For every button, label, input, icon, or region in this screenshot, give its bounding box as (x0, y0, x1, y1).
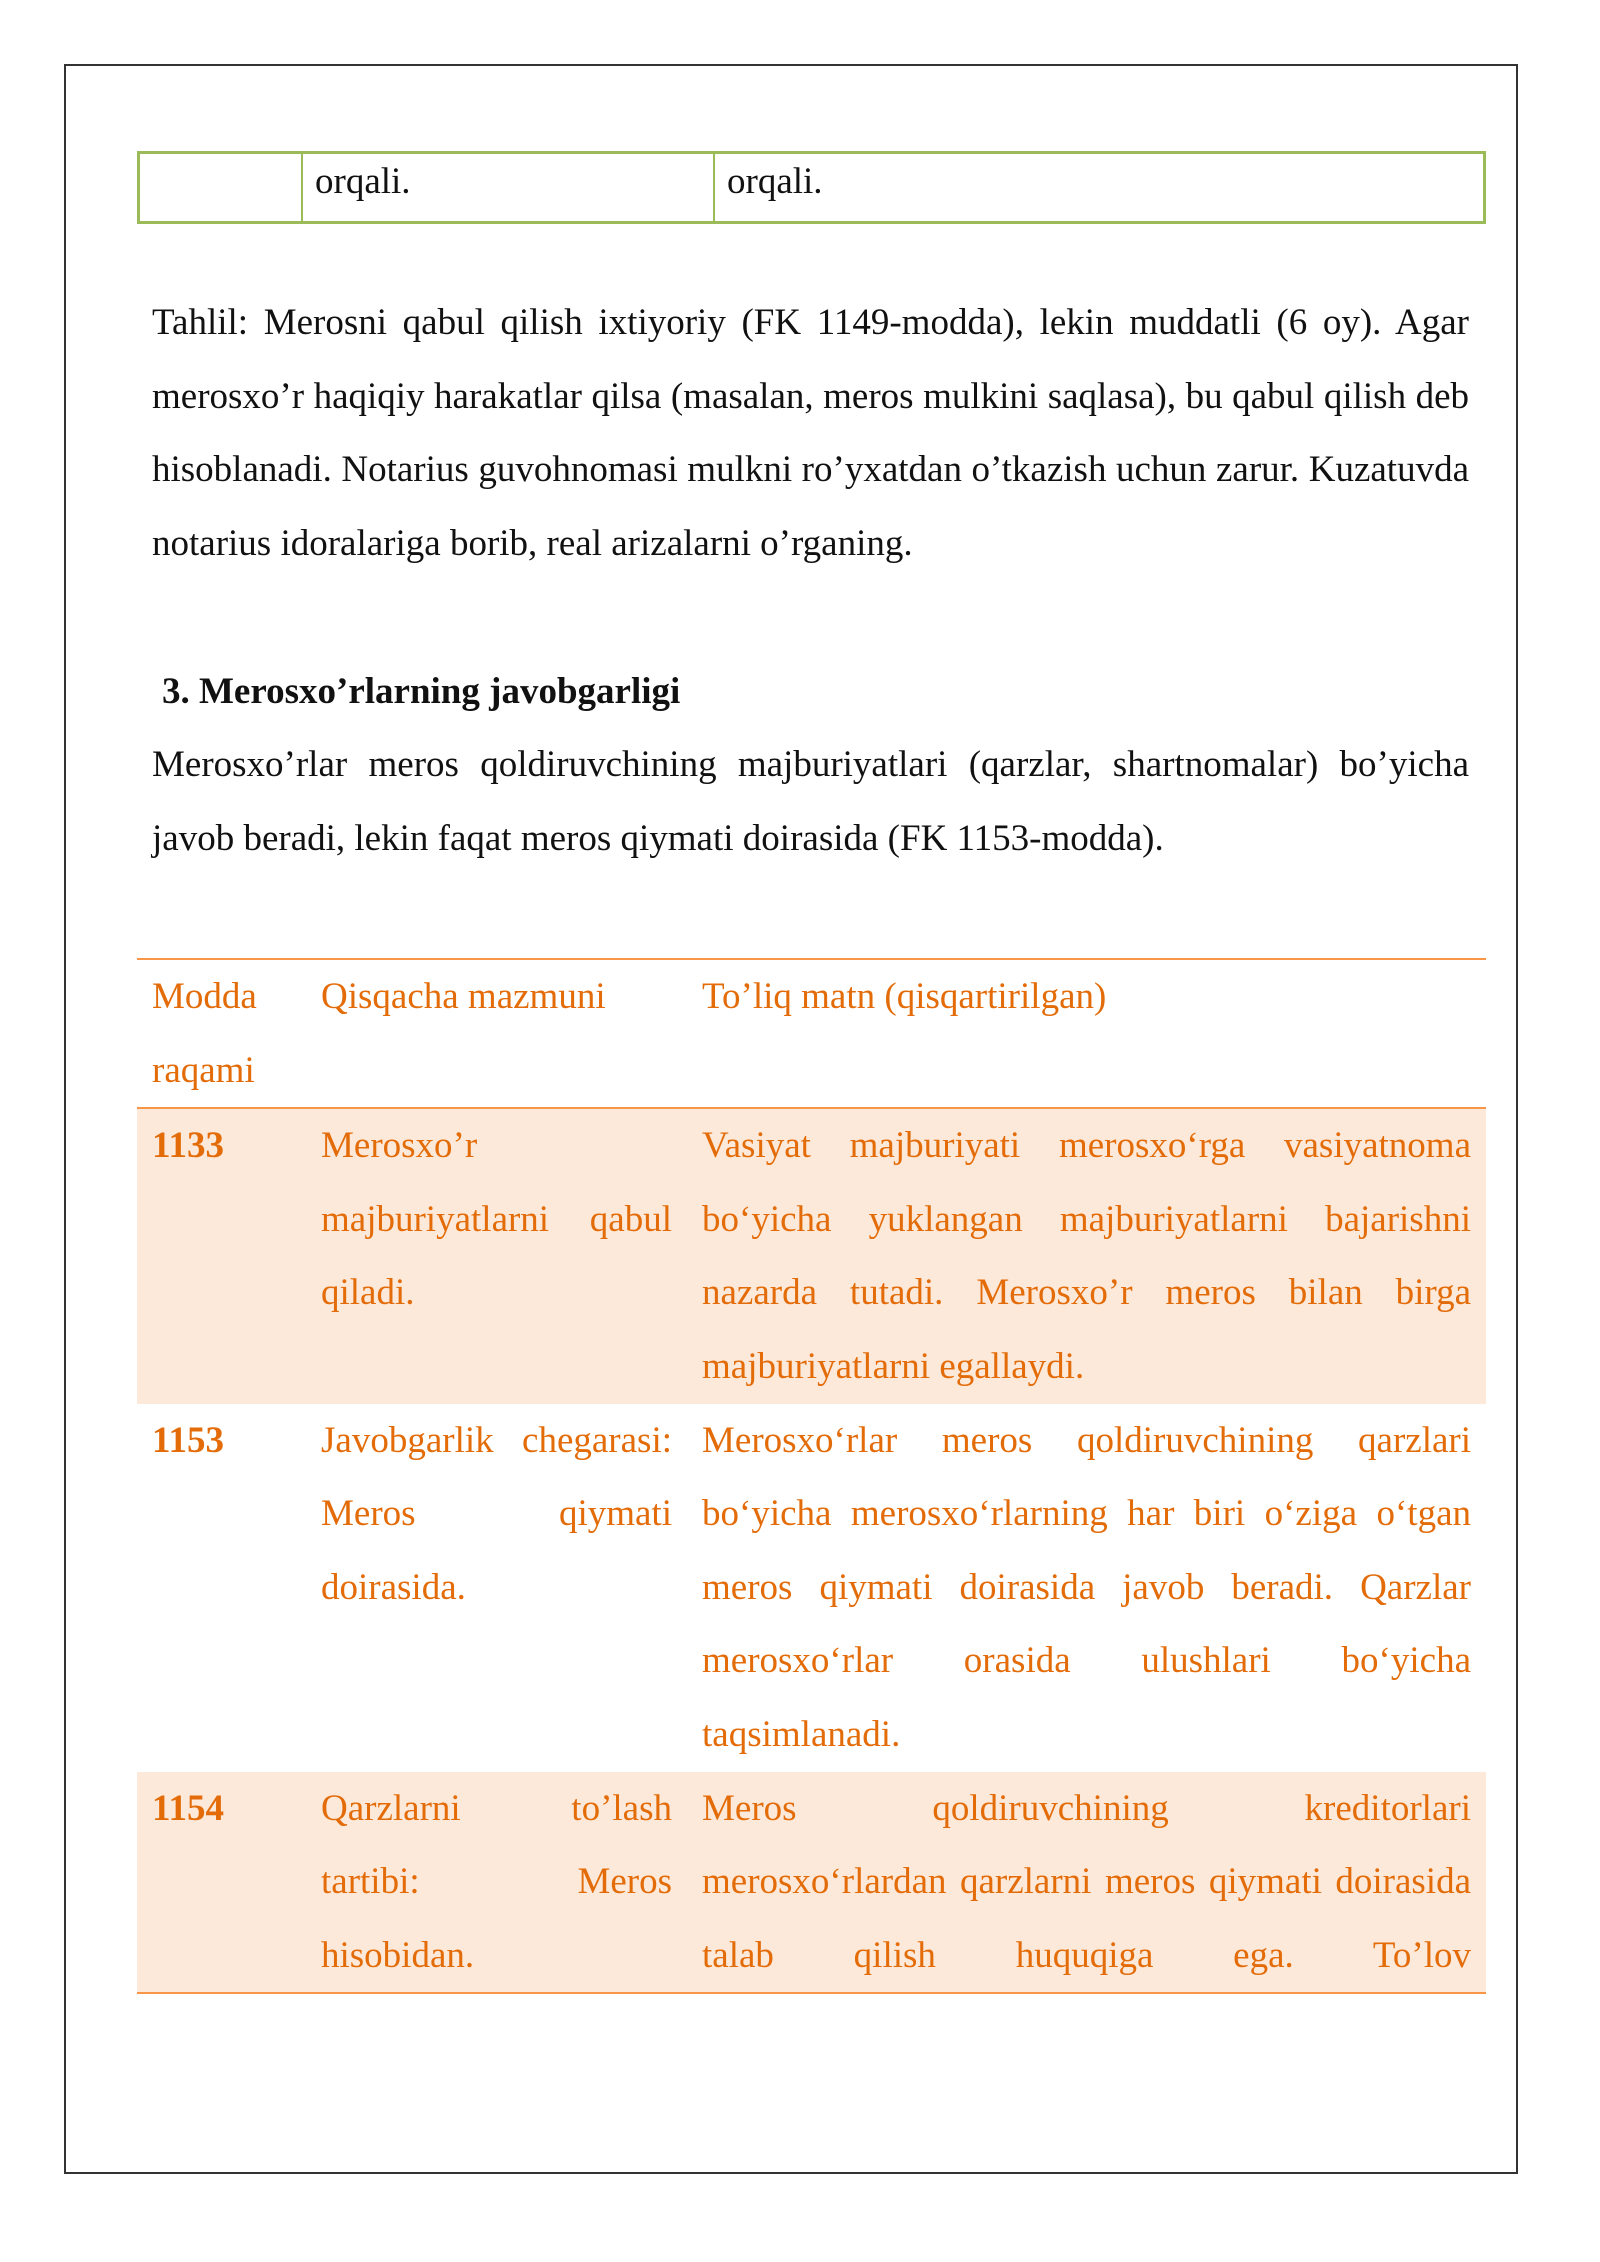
article-number: 1133 (137, 1108, 306, 1403)
header-cell-number: Modda raqami (137, 959, 306, 1108)
analysis-paragraph: Tahlil: Merosni qabul qilish ixtiyoriy (FK 1149-modda), lekin muddatli (6 oy). Agar merosxo’r haqiqiy harakatlar qilsa (masalan, meros mulkini saqlasa), bu qabul qilish deb hisoblanadi. Notarius guvohnomasi mulkni ro’yxatdan o’tkazish uchun zarur. Kuzatuvda notarius idoralariga borib, real arizalarni o’rganing. (152, 302, 1469, 564)
table-row (137, 1108, 1486, 1403)
section-heading: 3. Merosxo’rlarning javobgarligi (162, 671, 681, 712)
table-header-row (137, 959, 1486, 1108)
header-cell-summary: Qisqacha mazmuni (306, 959, 687, 1108)
table-row (137, 1772, 1486, 1994)
article-summary: Merosxo’r majburiyatlarni qabul qiladi. (306, 1108, 687, 1403)
article-summary: Qarzlarni to’lash tartibi: Meros hisobidan. (306, 1772, 687, 1994)
article-full-text: Vasiyat majburiyati merosxo‘rga vasiyatnoma bo‘yicha yuklangan majburiyatlarni bajarishni nazarda tutadi. Merosxo’r meros bilan birga majburiyatlarni egallaydi. (687, 1108, 1486, 1403)
section-paragraph: Merosxo’rlar meros qoldiruvchining majburiyatlari (qarzlar, shartnomalar) bo’yicha javob beradi, lekin faqat meros qiymati doirasida (FK 1153-modda). (152, 744, 1469, 859)
article-full-text: Meros qoldiruvchining kreditorlari merosxo‘rlardan qarzlarni meros qiymati doirasida talab qilish huquqiga ega. To’lov (687, 1772, 1486, 1994)
article-full-text: Merosxo‘rlar meros qoldiruvchining qarzlari bo‘yicha merosxo‘rlarning har biri o‘ziga o‘tgan meros qiymati doirasida javob beradi. Qarzlar merosxo‘rlar orasida ulushlari bo‘yicha taqsimlanadi. (702, 1419, 1471, 1755)
article-summary: Javobgarlik chegarasi: Meros qiymati doirasida. (321, 1419, 672, 1608)
table-row (137, 1404, 1486, 1772)
top-table-cell: orqali. (727, 161, 823, 202)
articles-table (137, 958, 1486, 1994)
top-table-cell (140, 154, 303, 221)
article-number: 1153 (152, 1419, 224, 1461)
top-table-cell: orqali. (303, 154, 715, 221)
header-cell-full-text: To’liq matn (qisqartirilgan) (687, 959, 1486, 1108)
article-number: 1154 (137, 1772, 306, 1994)
top-table (137, 151, 1486, 224)
